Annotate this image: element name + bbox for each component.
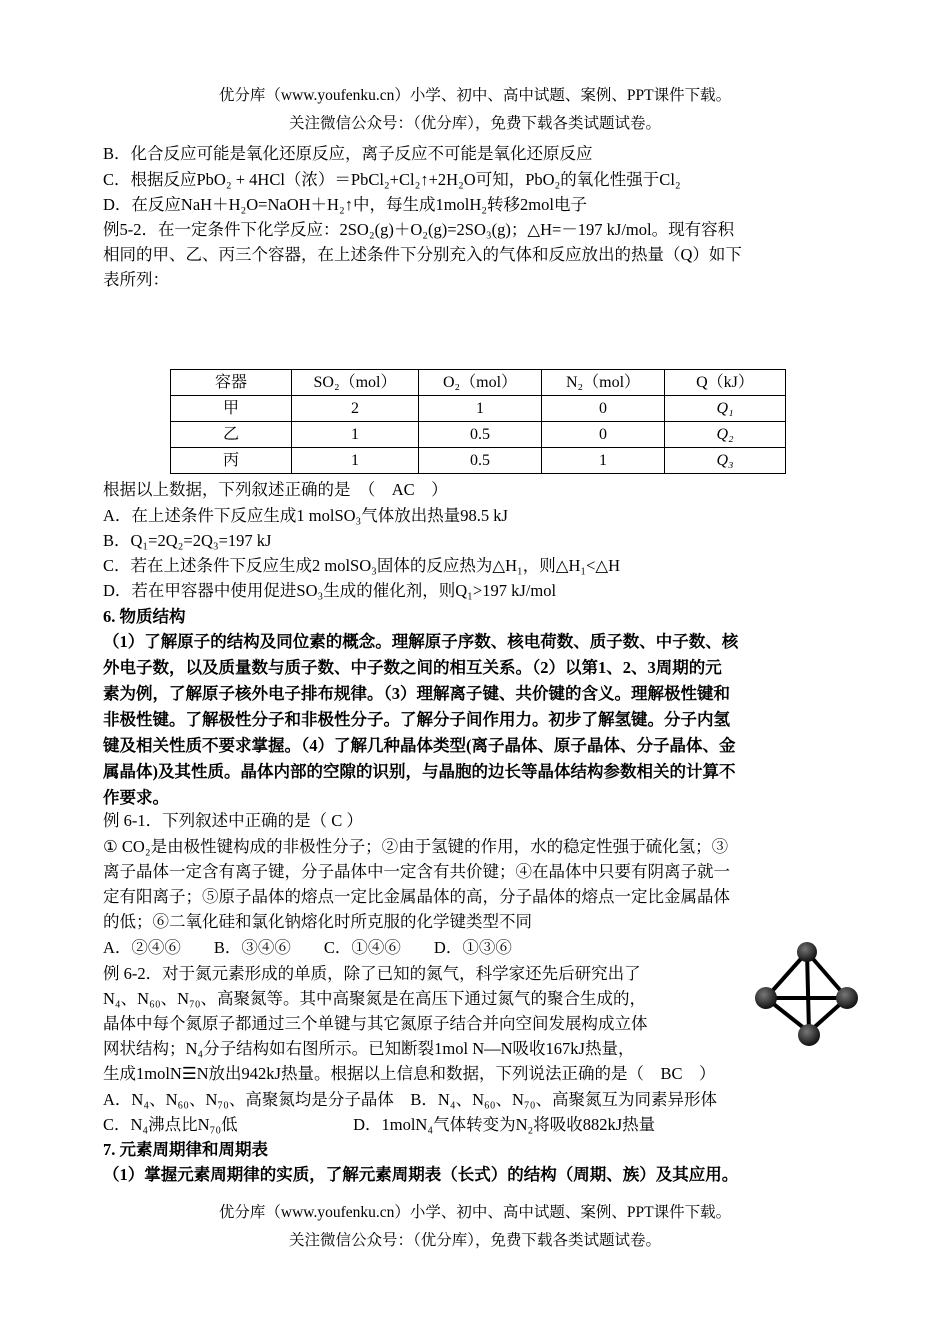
text-line: 非极性键。了解极性分子和非极性分子。了解分子间作用力。初步了解氢键。分子内氢 [103, 710, 730, 729]
nitrogen-atom [798, 1024, 820, 1046]
table-cell: 0.5 [419, 422, 542, 448]
text-line: 例 6-2．对于氮元素形成的单质，除了已知的氮气，科学家还先后研究出了 [103, 964, 641, 983]
table-cell: Q₂ [665, 422, 786, 448]
header-line-2: 关注微信公众号：（优分库），免费下载各类试题试卷。 [288, 115, 661, 132]
text-line: A．N₄、N₆₀、N₇₀、高聚氮均是分子晶体 B．N₄、N₆₀、N₇₀、高聚氮互为同素异形体 [103, 1090, 717, 1109]
table-row [171, 396, 786, 422]
text-line: 作要求。 [103, 788, 169, 807]
text-line: 网状结构；N₄分子结构如右图所示。已知断裂1mol N—N吸收167kJ热量， [103, 1039, 635, 1058]
text-line: 例5-2．在一定条件下化学反应：2SO₂(g)＋O₂(g)=2SO₃(g)；△H=－197 kJ/mol。现有容积 [103, 220, 735, 239]
table-cell: 0 [542, 422, 665, 448]
table-header: O₂（mol） [419, 370, 542, 396]
text-line: C．根据反应PbO₂ + 4HCl（浓）＝PbCl₂+Cl₂↑+2H₂O可知，PbO₂的氧化性强于Cl₂ [103, 170, 681, 189]
table-cell: 1 [292, 422, 419, 448]
text-line: （1）掌握元素周期律的实质，了解元素周期表（长式）的结构（周期、族）及其应用。 [103, 1165, 739, 1184]
text-line: A．②④⑥ B．③④⑥ C．①④⑥ D．①③⑥ [103, 938, 512, 957]
table-cell: 0 [542, 396, 665, 422]
nitrogen-atom [797, 942, 817, 962]
text-line: 相同的甲、乙、丙三个容器，在上述条件下分别充入的气体和反应放出的热量（Q）如下 [103, 245, 742, 264]
text-line: 键及相关性质不要求掌握。（4）了解几种晶体类型(离子晶体、原子晶体、分子晶体、金 [103, 736, 736, 755]
footer-line-2: 关注微信公众号：（优分库），免费下载各类试题试卷。 [288, 1232, 661, 1249]
table-cell: 丙 [171, 448, 292, 474]
text-line: D．若在甲容器中使用促进SO₃生成的催化剂，则Q₁>197 kJ/mol [103, 581, 557, 600]
table-cell: Q₃ [665, 448, 786, 474]
section-heading: 6. 物质结构 [103, 607, 186, 626]
text-line: 生成1molN☰N放出942kJ热量。根据以上信息和数据，下列说法正确的是（ BC ） [103, 1064, 716, 1083]
text-line: 表所列： [103, 270, 169, 289]
text-line: B．Q₁=2Q₂=2Q₃=197 kJ [103, 531, 272, 550]
text-line: C．N₄沸点比N₇₀低 D．1molN₄气体转变为N₂将吸收882kJ热量 [103, 1115, 656, 1134]
footer-line-1: 优分库（www.youfenku.cn）小学、初中、高中试题、案例、PPT课件下载。 [218, 1204, 732, 1221]
table-cell: 1 [292, 448, 419, 474]
nitrogen-atom [755, 987, 777, 1009]
text-line: D．在反应NaH＋H₂O=NaOH＋H₂↑中，每生成1molH₂转移2mol电子 [103, 195, 587, 214]
text-line: 例 6-1．下列叙述中正确的是（ C ） [103, 811, 363, 830]
text-line: 的低；⑥二氧化硅和氯化钠熔化时所克服的化学键类型不同 [103, 912, 532, 931]
text-line: ① CO₂是由极性键构成的非极性分子；②由于氢键的作用，水的稳定性强于硫化氢；③ [103, 837, 729, 856]
text-line: 外电子数，以及质量数与质子数、中子数之间的相互关系。（2）以第1、2、3周期的元 [103, 658, 722, 677]
text-line: 离子晶体一定含有离子键，分子晶体中一定含有共价键；④在晶体中只要有阴离子就一 [103, 862, 730, 881]
table-cell: 2 [292, 396, 419, 422]
text-line: 晶体中每个氮原子都通过三个单键与其它氮原子结合并向空间发展构成立体 [103, 1014, 648, 1033]
n4-molecule-diagram [752, 940, 862, 1052]
section-heading: 7. 元素周期律和周期表 [103, 1140, 268, 1159]
table-cell: 1 [542, 448, 665, 474]
table-row [171, 448, 786, 474]
text-line: 素为例，了解原子核外电子排布规律。（3）理解离子键、共价键的含义。理解极性键和 [103, 684, 730, 703]
table-header: 容器 [171, 370, 292, 396]
table-header: N₂（mol） [542, 370, 665, 396]
text-line: N₄、N₆₀、N₇₀、高聚氮等。其中高聚氮是在高压下通过氮气的聚合生成的， [103, 989, 647, 1008]
header-line-1: 优分库（www.youfenku.cn）小学、初中、高中试题、案例、PPT课件下载。 [218, 87, 732, 104]
table-cell: 1 [419, 396, 542, 422]
table-header: SO₂（mol） [292, 370, 419, 396]
text-line: 根据以上数据，下列叙述正确的是 （ AC ） [103, 480, 448, 499]
text-line: 定有阳离子；⑤原子晶体的熔点一定比金属晶体的高，分子晶体的熔点一定比金属晶体 [103, 887, 730, 906]
bond-lines [766, 952, 847, 1032]
nitrogen-atom [836, 987, 858, 1009]
text-line: 属晶体)及其性质。晶体内部的空隙的识别，与晶胞的边长等晶体结构参数相关的计算不 [103, 762, 736, 781]
table-cell: 0.5 [419, 448, 542, 474]
text-line: A．在上述条件下反应生成1 molSO₃气体放出热量98.5 kJ [103, 506, 508, 525]
text-line: C．若在上述条件下反应生成2 molSO₃固体的反应热为△H₁，则△H₁<△H [103, 556, 621, 575]
text-line: B．化合反应可能是氧化还原反应，离子反应不可能是氧化还原反应 [103, 144, 593, 163]
table-cell: Q₁ [665, 396, 786, 422]
table-cell: 甲 [171, 396, 292, 422]
table-row [171, 422, 786, 448]
reaction-table [170, 369, 786, 474]
table-header-row [171, 370, 786, 396]
text-line: （1）了解原子的结构及同位素的概念。理解原子序数、核电荷数、质子数、中子数、核 [103, 632, 739, 651]
table-header: Q（kJ） [665, 370, 786, 396]
table-cell: 乙 [171, 422, 292, 448]
